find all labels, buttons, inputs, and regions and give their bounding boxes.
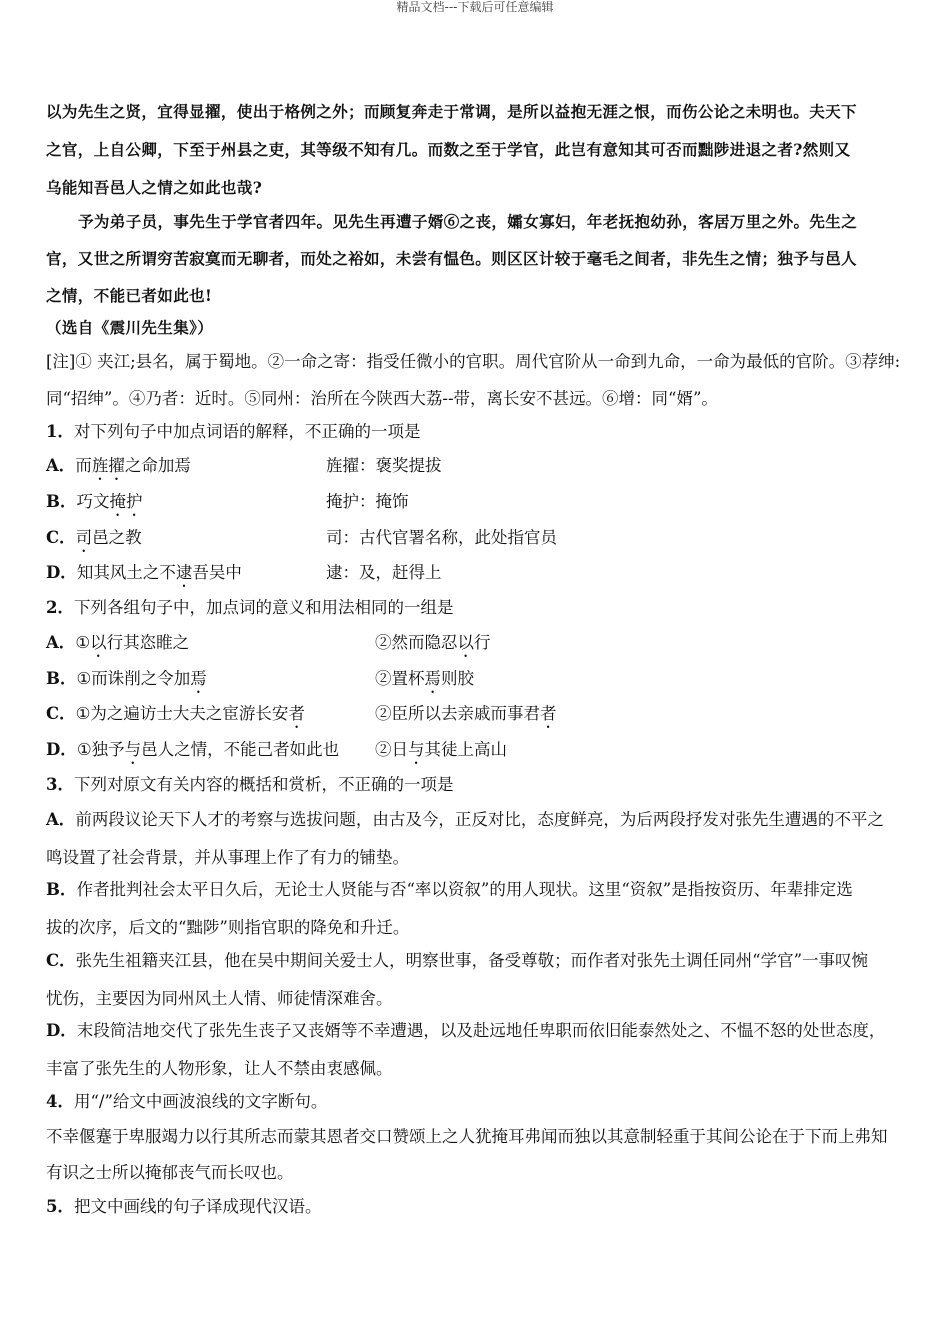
question-5-stem (46, 1197, 321, 1217)
dotted-word: 者 (540, 704, 557, 723)
page-header: 精品文档---下载后可任意编辑 (396, 0, 554, 14)
question-4-stem (46, 1092, 327, 1112)
option-letter: C． (46, 704, 76, 723)
dotted-word: 掩护 (109, 492, 143, 511)
option-letter: A． (46, 633, 76, 652)
dotted-word: 旌擢 (91, 456, 125, 475)
q1-option-a-explain: 旌擢：褒奖提拔 (326, 456, 442, 475)
q2-option-b-second (375, 669, 474, 697)
passage-line: 乌能知吾邑人之情之如此也哉? (46, 178, 263, 197)
passage-line: 官，又世之所谓穷苦寂寞而无聊者，而处之裕如，未尝有愠色。则区区计较于毫毛之间者，非先生之情；独予与邑人 (46, 249, 857, 268)
option-text: 其徒上高山 (424, 740, 507, 759)
q2-option-d-second (375, 740, 507, 768)
q1-option-c (46, 528, 142, 556)
option-letter: C． (46, 528, 76, 547)
q3-option-c-cont: 忧伤，主要因为同州风土人情、师徒情深难舍。 (46, 989, 393, 1008)
option-text: 则胶 (441, 669, 474, 688)
option-text: 行其恣睢之 (106, 633, 190, 652)
question-2-stem (46, 598, 453, 618)
q2-option-c-second (375, 704, 557, 732)
option-text: 邑之教 (92, 528, 142, 547)
dotted-word: 与 (124, 740, 142, 759)
q2-option-b (46, 669, 207, 697)
q2-option-c (46, 704, 305, 732)
q1-option-d (46, 563, 242, 591)
question-text: 对下列句子中加点词语的解释，不正确的一项是 (73, 422, 421, 441)
option-text: 而 (75, 456, 92, 475)
q1-option-d-explain: 逮：及，赶得上 (326, 563, 442, 582)
dotted-word: 焉 (424, 669, 441, 688)
q3-option-c (46, 951, 868, 971)
option-text: 巧文 (76, 492, 110, 511)
passage-line: 予为弟子员，事先生于学官者四年。见先生再遭子婿⑥之丧，孀女寡妇，年老抚抱幼孙，客居万里之外。先生之 (78, 212, 858, 231)
q2-option-a (46, 633, 189, 661)
q1-option-b-explain: 掩护：掩饰 (326, 492, 409, 511)
question-text: 下列对原文有关内容的概括和赏析，不正确的一项是 (73, 775, 454, 794)
question-number: 3． (46, 775, 74, 794)
question-number: 4． (46, 1092, 74, 1111)
passage-source: （选自《震川先生集》） (46, 318, 214, 337)
passage-line: 以为先生之贤，宜得显擢，使出于格例之外；而顾复奔走于常调，是所以益抱无涯之恨，而伤公论之未明也。夫天下 (46, 102, 857, 121)
notes-line: 同“招绅”。④乃者：近时。⑤同州：治所在今陕西大荔--带，离长安不甚远。⑥增：同“婿”。 (46, 389, 718, 408)
option-text: 之命加焉 (124, 456, 191, 475)
q3-option-d (46, 1021, 885, 1041)
option-text: ②然而隐忍 (375, 633, 458, 652)
option-text: 行 (474, 633, 491, 652)
q1-option-a (46, 456, 191, 484)
q2-option-a-second (375, 633, 491, 661)
option-text: ①而诛削之令加 (76, 669, 191, 688)
dotted-word: 焉 (190, 669, 207, 688)
option-letter: D． (46, 563, 77, 582)
option-text: ②日 (375, 740, 408, 759)
option-text: 邑人之情，不能己者如此也 (141, 740, 340, 759)
option-letter: B． (46, 669, 77, 688)
question-number: 5． (46, 1197, 74, 1216)
notes-line: [注]① 夹江;县名，属于蜀地。②一命之寄：指受任微小的官职。周代官阶从一命到九命，一命为最低的官阶。③荐绅: (46, 352, 901, 371)
option-letter: A． (46, 810, 76, 829)
q1-option-b (46, 492, 142, 520)
q3-option-b (46, 880, 853, 900)
dotted-word: 者 (288, 704, 305, 723)
q3-option-a (46, 810, 884, 830)
q4-text-line: 不幸偃蹇于卑服竭力以行其所志而蒙其恩者交口赞颂上之人犹掩耳弗闻而独以其意制轻重于其间公论在于下而上弗知 (46, 1127, 888, 1146)
dotted-word: 逮 (175, 563, 193, 582)
question-text: 把文中画线的句子译成现代汉语。 (73, 1197, 322, 1216)
dotted-word: 司 (75, 528, 93, 547)
option-text: ②置杯 (375, 669, 425, 688)
option-text: 张先生祖籍夹江县，他在吴中期间关爱士人，明察世事，备受尊敬；而作者对张先土调任同州“学官”一事叹惋 (75, 951, 869, 970)
option-letter: C． (46, 951, 76, 970)
question-1-stem (46, 422, 420, 442)
option-text: 末段简洁地交代了张先生丧子又丧婿等不幸遭遇，以及赴远地任卑职而依旧能泰然处之、不愠不怒的处世态度， (76, 1021, 886, 1040)
option-text: ①为之遍访士大夫之宦游长安 (75, 704, 289, 723)
option-text: ①独予 (76, 740, 125, 759)
q4-text-line: 有识之士所以掩郁丧气而长叹也。 (46, 1163, 294, 1182)
q2-option-d (46, 740, 339, 768)
option-text: ① (75, 633, 91, 652)
option-text: ②臣所以去亲戚而事君 (375, 704, 540, 723)
option-text: 知其风土之不 (76, 563, 176, 582)
q3-option-b-cont: 拔的次序，后文的“黜陟”则指官职的降免和升迁。 (46, 918, 410, 937)
option-text: 作者批判社会太平日久后，无论士人贤能与否“率以资叙”的用人现状。这里“资叙”是指按资历、年辈排定选 (76, 880, 853, 899)
question-number: 1． (46, 422, 74, 441)
question-text: 用“/”给文中画波浪线的文字断句。 (73, 1092, 328, 1111)
dotted-word: 与 (408, 740, 425, 759)
question-text: 下列各组句子中，加点词的意义和用法相同的一组是 (73, 598, 454, 617)
option-letter: B． (46, 492, 77, 511)
q3-option-a-cont: 鸣设置了社会背景，并从事理上作了有力的铺垫。 (46, 848, 409, 867)
question-3-stem (46, 775, 453, 795)
passage-line: 之官，上自公卿，下至于州县之吏，其等级不知有几。而数之至于学官，此岂有意知其可否而黜陟进退之者?然则又 (46, 140, 851, 159)
q1-option-c-explain: 司：古代官署名称，此处指官员 (326, 528, 557, 547)
option-text: 吾吴中 (192, 563, 242, 582)
option-letter: B． (46, 880, 77, 899)
q3-option-d-cont: 丰富了张先生的人物形象，让人不禁由衷感佩。 (46, 1059, 393, 1078)
option-letter: D． (46, 740, 77, 759)
passage-line: 之情，不能已者如此也! (46, 286, 213, 305)
option-letter: D． (46, 1021, 77, 1040)
option-text: 前两段议论天下人才的考察与选拔问题，由古及今，正反对比，态度鲜亮，为后两段抒发对张先生遭遇的不平之 (75, 810, 884, 829)
dotted-word: 以 (457, 633, 474, 652)
option-letter: A． (46, 456, 76, 475)
dotted-word: 以 (90, 633, 107, 652)
question-number: 2． (46, 598, 74, 617)
